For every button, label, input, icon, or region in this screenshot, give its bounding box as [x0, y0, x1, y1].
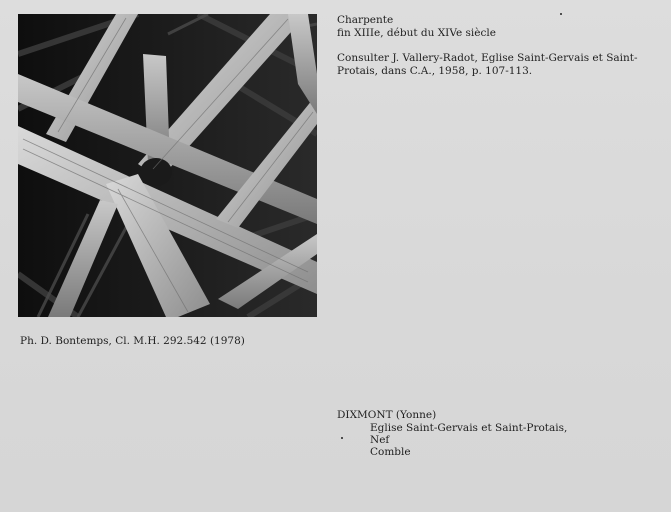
ink-dot [341, 437, 343, 439]
date-line: fin XIIIe, début du XIVe siècle [337, 27, 496, 39]
roof-framework-photo [18, 14, 317, 317]
photo-credit: Ph. D. Bontemps, Cl. M.H. 292.542 (1978) [20, 335, 245, 347]
location-part: Nef [370, 434, 390, 446]
reference-line-1: Consulter J. Vallery-Radot, Eglise Saint-Gervais et Saint- [337, 52, 638, 64]
roof-beams-drawing [18, 14, 317, 317]
location-building: Eglise Saint-Gervais et Saint-Protais, [370, 422, 568, 434]
ink-dot-top [560, 13, 562, 15]
location-detail: Comble [370, 446, 411, 458]
location-place: DIXMONT (Yonne) [337, 409, 437, 421]
reference-line-2: Protais, dans C.A., 1958, p. 107-113. [337, 65, 533, 77]
card-title: Charpente [337, 14, 394, 26]
